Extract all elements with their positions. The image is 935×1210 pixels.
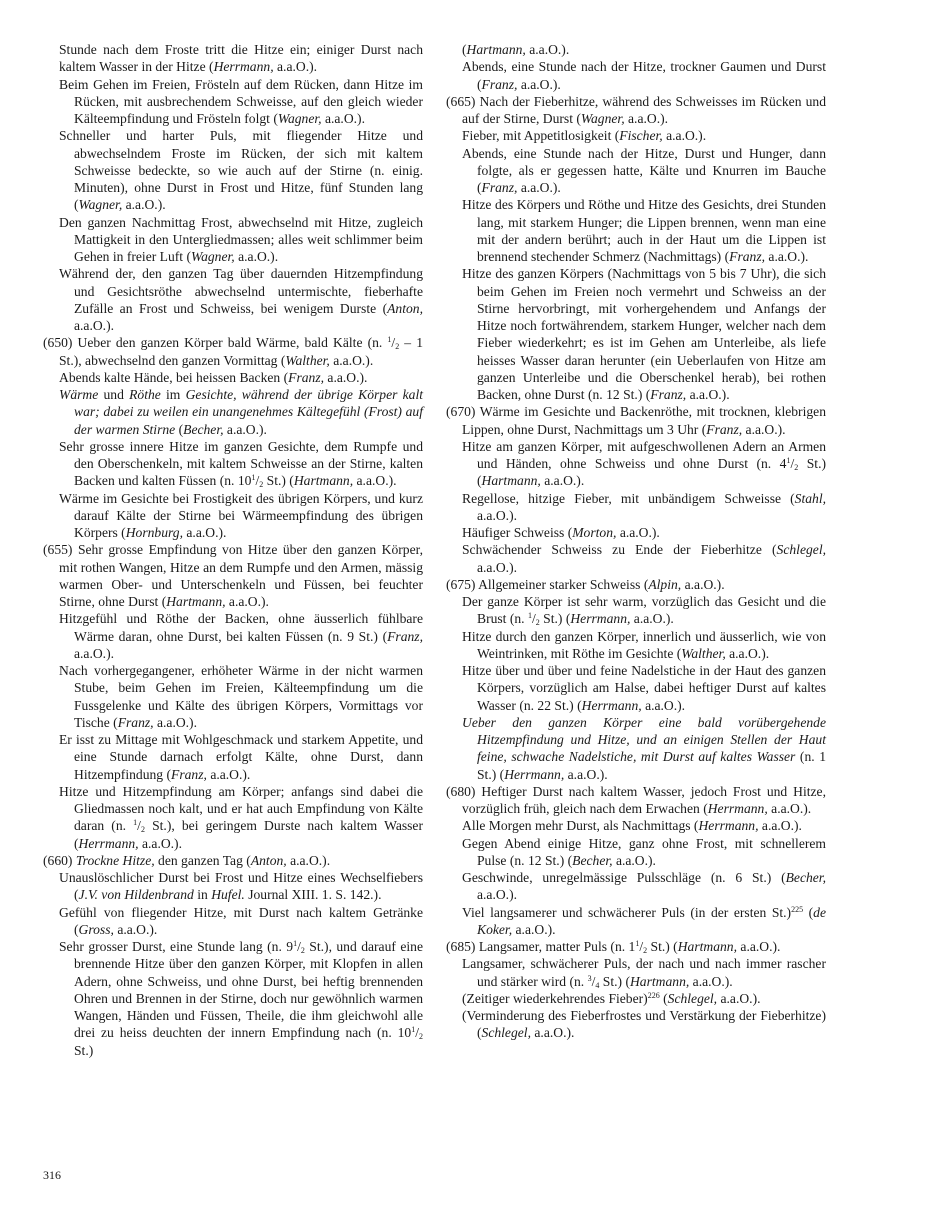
numbered-symptom-entry: (650) Ueber den ganzen Körper bald Wärme, bald Kälte (n. $^1/_2 - 1$ St.), abwechselnd den ganzen Vormittag (Walther, a.a.O.).: [43, 335, 424, 368]
symptom-entry: Abends, eine Stunde nach der Hitze, Durst und Hunger, dann folgte, als er gegessen hatte, Kälte und Knurren im Bauche (Franz, a.a.O.).: [462, 145, 826, 195]
symptom-entry: Hitze des ganzen Körpers (Nachmittags von 5 bis 7 Uhr), die sich beim Gehen im Freien noch vermehrt und Schweiss an der Stirne hervorbringt, mit vorhergehendem und Anfangs der Hitze noch fortwährendem, starkem Hunger, welcher nach dem Fieber wiederkehrt; es ist im Gehen am Unterleibe, als liefe heisses Wasser daran herunter (ein Ueberlaufen von Hitze am ganzen Unterleibe und die Oberschenkel herab), bei rothen Backen, ohne Durst (n. 12 St.) (Franz, a.a.O.).: [462, 266, 826, 402]
symptom-entry: Sehr grosse innere Hitze im ganzen Gesichte, dem Rumpfe und den Oberschenkeln, mit kaltem Schweisse an der Stirne, kalten Backen und kalten Füssen (n. $10^1/_2$ St.) (Hartmann, a.a.O.).: [59, 438, 423, 490]
symptom-entry: Gefühl von fliegender Hitze, mit Durst nach kaltem Getränke (Gross, a.a.O.).: [59, 904, 423, 937]
symptom-entry: Hitze durch den ganzen Körper, innerlich und äusserlich, wie von Weintrinken, mit Röthe im Gesichte (Walther, a.a.O.).: [462, 628, 826, 661]
symptom-entry: Geschwinde, unregelmässige Pulsschläge (n. 6 St.) (Becher, a.a.O.).: [462, 870, 826, 903]
symptom-entry: Ueber den ganzen Körper eine bald vorübergehende Hitzempfindung und Hitze, und an einigen Stellen der Haut feine, schwache Nadelstiche, mit Durst auf kaltes Wasser (n. 1 St.) (Herrmann, a.a.O.).: [462, 714, 826, 782]
numbered-symptom-entry: (660) Trockne Hitze, den ganzen Tag (Anton, a.a.O.).: [43, 852, 331, 868]
symptom-entry: Der ganze Körper ist sehr warm, vorzüglich das Gesicht und die Brust (n. $^1/_2$ St.) (Herrmann, a.a.O.).: [462, 594, 826, 628]
symptom-entry: Schwächender Schweiss zu Ende der Fieberhitze (Schlegel, a.a.O.).: [462, 542, 826, 575]
numbered-symptom-entry: (685) Langsamer, matter Puls (n. $1^1/_2$ St.) (Hartmann, a.a.O.).: [446, 939, 781, 955]
symptom-entry: Hitzgefühl und Röthe der Backen, ohne äusserlich fühlbare Wärme daran, ohne Durst, bei kalten Füssen (n. 9 St.) (Franz, a.a.O.).: [59, 611, 423, 661]
symptom-entry: Den ganzen Nachmittag Frost, abwechselnd mit Hitze, zugleich Mattigkeit in den Untergliedmassen; alles weit schlimmer beim Gehen in freier Luft (Wagner, a.a.O.).: [59, 214, 423, 264]
symptom-entry: Stunde nach dem Froste tritt die Hitze ein; einiger Durst nach kaltem Wasser in der Hitze (Herrmann, a.a.O.).: [59, 42, 423, 75]
symptom-entry: Nach vorhergegangener, erhöheter Wärme in der nicht warmen Stube, beim Gehen im Freien, Kälteempfindung um die Fussgelenke und Kälte des übrigen Körpers, Vormittags vor Tische (Franz, a.a.O.).: [59, 663, 423, 730]
right-column: [446, 41, 826, 1042]
symptom-entry: Abends, eine Stunde nach der Hitze, trockner Gaumen und Durst (Franz, a.a.O.).: [462, 59, 826, 92]
symptom-entry: Hitze und Hitzempfindung am Körper; anfangs sind dabei die Gliedmassen noch kalt, und er hat auch Empfindung von Kälte daran (n. $^1/_2$ St.), bei geringem Durste nach kaltem Wasser (Herrmann, a.a.O.).: [59, 783, 423, 851]
symptom-entry: Regellose, hitzige Fieber, mit unbändigem Schweisse (Stahl, a.a.O.).: [462, 490, 826, 523]
page-number: 316: [43, 1168, 61, 1182]
numbered-symptom-entry: (680) Heftiger Durst nach kaltem Wasser, jedoch Frost und Hitze, vorzüglich früh, gleich nach dem Erwachen (Herrmann, a.a.O.).: [446, 783, 826, 816]
symptom-entry: (Hartmann, a.a.O.).: [462, 42, 570, 57]
symptom-entry: Wärme und Röthe im Gesichte, während der übrige Körper kalt war; dabei zu weilen ein unangenehmes Kältegefühl (Frost) auf der warmen Stirne (Becher, a.a.O.).: [59, 387, 423, 437]
symptom-entry: Schneller und harter Puls, mit fliegender Hitze und abwechselndem Froste im Rücken, der sich mit kaltem Schweisse bedeckte, so wie auch auf der Stirne (n. einig. Minuten), ohne Durst in Frost und Hitze, fünf Stunden lang (Wagner, a.a.O.).: [59, 128, 423, 213]
symptom-entry: Fieber, mit Appetitlosigkeit (Fischer, a.a.O.).: [462, 128, 707, 144]
symptom-entry: (Zeitiger wiederkehrendes Fieber)$^{226}$ (Schlegel, a.a.O.).: [462, 990, 761, 1006]
numbered-symptom-entry: (670) Wärme im Gesichte und Backenröthe, mit trocknen, klebrigen Lippen, ohne Durst, Nachmittags um 3 Uhr (Franz, a.a.O.).: [446, 404, 826, 437]
symptom-entry: Hitze des Körpers und Röthe und Hitze des Gesichts, drei Stunden lang, mit starkem Hunger; die Lippen brennen, wenn man eine mit der andern berührt; auch in der Haut um die Lippen ist brennend stechender Schmerz (Nachmittags) (Franz, a.a.O.).: [462, 197, 826, 264]
numbered-symptom-entry: (675) Allgemeiner starker Schweiss (Alpin, a.a.O.).: [446, 576, 725, 592]
symptom-entry: Sehr grosser Durst, eine Stunde lang (n. $9^1/_2$ St.), und darauf eine brennende Hitze über den ganzen Körper, mit Klopfen in allen Adern, ohne Schweiss, und ohne Durst, bei heftig brennenden Ohren und Brennen in der Stirne, doch nur gewöhnlich warmen Wangen, Händen und Füssen, Theile, die ihm gleichwohl alle drei zu heiss deuchten der innern Empfindung nach (n. $10^1/_2$ St.): [59, 939, 423, 1058]
symptom-entry: Viel langsamerer und schwächerer Puls (in der ersten St.)$^{225}$ (de Koker, a.a.O.).: [462, 904, 826, 937]
symptom-entry: Unauslöschlicher Durst bei Frost und Hitze eines Wechselfiebers (J.V. von Hildenbrand in Hufel. Journal XIII. 1. S. 142.).: [59, 870, 423, 903]
symptom-entry: Häufiger Schweiss (Morton, a.a.O.).: [462, 525, 660, 540]
symptom-entry: Hitze über und über und feine Nadelstiche in der Haut des ganzen Körpers, vorzüglich am Halse, dabei heftiger Durst auf kaltes Wasser (n. 22 St.) (Herrmann, a.a.O.).: [462, 663, 826, 713]
numbered-symptom-entry: (665) Nach der Fieberhitze, während des Schweisses im Rücken und auf der Stirne, Durst (Wagner, a.a.O.).: [446, 93, 826, 126]
symptom-entry: (Verminderung des Fieberfrostes und Verstärkung der Fieberhitze) (Schlegel, a.a.O.).: [462, 1008, 826, 1041]
symptom-entry: Abends kalte Hände, bei heissen Backen (Franz, a.a.O.).: [59, 369, 368, 385]
symptom-entry: Alle Morgen mehr Durst, als Nachmittags (Herrmann, a.a.O.).: [462, 818, 802, 834]
symptom-entry: Gegen Abend einige Hitze, ganz ohne Frost, mit schnellerem Pulse (n. 12 St.) (Becher, a.a.O.).: [462, 835, 826, 868]
numbered-symptom-entry: (655) Sehr grosse Empfindung von Hitze über den ganzen Körper, mit rothen Wangen, Hitze an dem Rumpfe und den Armen, mässig warmen Ober- und Unterschenkeln und Füssen, bei feuchter Stirne, ohne Durst (Hartmann, a.a.O.).: [43, 542, 423, 609]
symptom-entry: Langsamer, schwächerer Puls, der nach und nach immer rascher und stärker wird (n. $^3/_4$ St.) (Hartmann, a.a.O.).: [462, 956, 826, 990]
symptom-entry: Hitze am ganzen Körper, mit aufgeschwollenen Adern an Armen und Händen, ohne Schweiss und ohne Durst (n. $4^1/_2$ St.) (Hartmann, a.a.O.).: [462, 438, 826, 489]
symptom-entry: Beim Gehen im Freien, Frösteln auf dem Rücken, dann Hitze im Rücken, mit ausbrechendem Schweisse, auf den gleich wieder Kälteempfindung und Frösteln folgt (Wagner, a.a.O.).: [59, 76, 423, 126]
left-column: [43, 41, 423, 1059]
symptom-entry: Wärme im Gesichte bei Frostigkeit des übrigen Körpers, und kurz darauf Kälte der Stirne bei Wärmeempfindung des übrigen Körpers (Hornburg, a.a.O.).: [59, 490, 423, 540]
symptom-entry: Während der, den ganzen Tag über dauernden Hitzempfindung und Gesichtsröthe abwechselnd untermischte, fieberhafte Zufälle an Frost und Schweiss, bei wenigem Durste (Anton, a.a.O.).: [59, 266, 423, 333]
symptom-entry: Er isst zu Mittage mit Wohlgeschmack und starkem Appetite, und eine Stunde darnach erfolgt Kälte, ohne Durst, dann Hitzempfindung (Franz, a.a.O.).: [59, 732, 423, 782]
